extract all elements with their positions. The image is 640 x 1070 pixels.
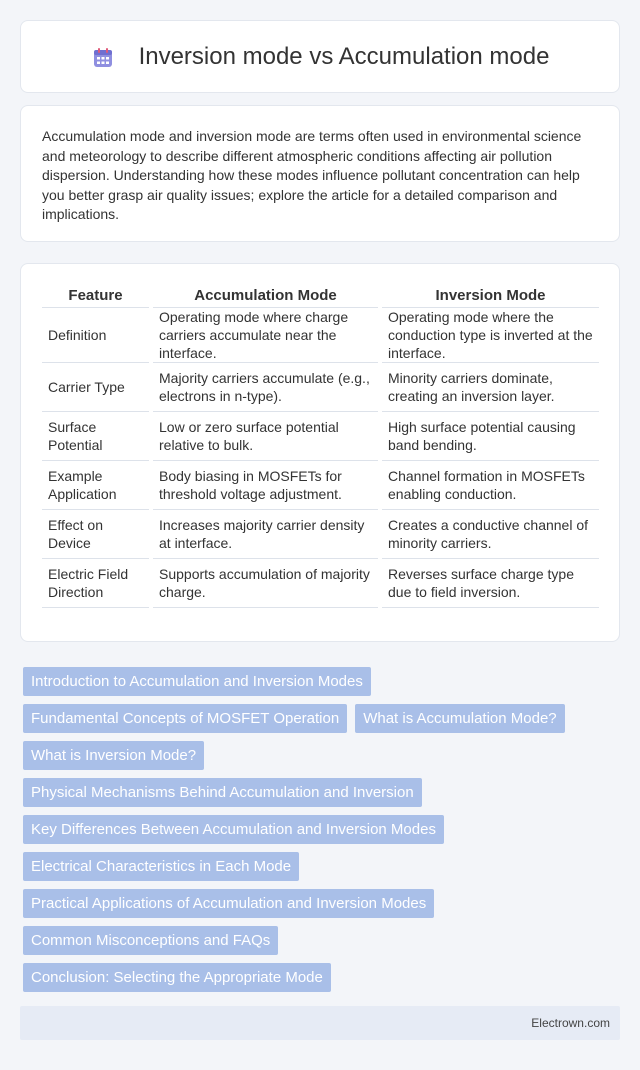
topic-tag[interactable]: Key Differences Between Accumulation and Inversion Modes — [23, 815, 444, 844]
row-inversion: Operating mode where the conduction type is inverted at the interface. — [380, 307, 599, 362]
table-header-row — [42, 286, 599, 307]
table-row — [42, 411, 599, 460]
topic-tag[interactable]: What is Inversion Mode? — [23, 741, 204, 770]
table-row — [42, 460, 599, 509]
topic-tag[interactable]: Fundamental Concepts of MOSFET Operation — [23, 704, 347, 733]
topic-tag[interactable]: Physical Mechanisms Behind Accumulation and Inversion — [23, 778, 422, 807]
header-inversion: Inversion Mode — [380, 286, 599, 307]
row-accumulation: Majority carriers accumulate (e.g., electrons in n-type). — [151, 362, 380, 411]
row-accumulation: Supports accumulation of majority charge. — [151, 558, 380, 607]
table-row — [42, 509, 599, 558]
row-inversion: Minority carriers dominate, creating an inversion layer. — [380, 362, 599, 411]
row-accumulation: Operating mode where charge carriers accumulate near the interface. — [151, 307, 380, 362]
row-inversion: Creates a conductive channel of minority carriers. — [380, 509, 599, 558]
table-row — [42, 362, 599, 411]
row-inversion: Channel formation in MOSFETs enabling conduction. — [380, 460, 599, 509]
row-accumulation: Low or zero surface potential relative to bulk. — [151, 411, 380, 460]
row-feature: Surface Potential — [42, 411, 151, 460]
row-feature: Carrier Type — [42, 362, 151, 411]
footer-site[interactable]: Electrown.com — [531, 1016, 610, 1030]
topic-tag[interactable]: Practical Applications of Accumulation and Inversion Modes — [23, 889, 434, 918]
row-feature: Example Application — [42, 460, 151, 509]
row-feature: Electric Field Direction — [42, 558, 151, 607]
header-accumulation: Accumulation Mode — [151, 286, 380, 307]
title-card — [20, 20, 620, 93]
table-row — [42, 558, 599, 607]
topic-tag[interactable]: Introduction to Accumulation and Inversion Modes — [23, 667, 371, 696]
row-accumulation: Body biasing in MOSFETs for threshold voltage adjustment. — [151, 460, 380, 509]
page-title: Inversion mode vs Accumulation mode — [138, 42, 550, 70]
row-inversion: High surface potential causing band bending. — [380, 411, 599, 460]
intro-paragraph: Accumulation mode and inversion mode are terms often used in environmental science and meteorology to describe different atmospheric conditions affecting air pollution dispersion. Understanding how these modes influence pollutant concentration can help you better grasp air quality issues; explore the article for a detailed comparison and implications. — [42, 128, 582, 222]
topic-tag[interactable]: What is Accumulation Mode? — [355, 704, 564, 733]
calendar-icon — [91, 46, 115, 70]
row-accumulation: Increases majority carrier density at interface. — [151, 509, 380, 558]
table-row — [42, 307, 599, 362]
row-inversion: Reverses surface charge type due to field inversion. — [380, 558, 599, 607]
topic-tag[interactable]: Conclusion: Selecting the Appropriate Mode — [23, 963, 331, 992]
footer — [20, 1006, 620, 1040]
topic-tag[interactable]: Electrical Characteristics in Each Mode — [23, 852, 299, 881]
intro-card — [20, 105, 620, 242]
topic-tags — [23, 667, 620, 1000]
row-feature: Definition — [42, 307, 151, 362]
comparison-card — [20, 263, 620, 642]
comparison-table — [42, 286, 599, 608]
row-feature: Effect on Device — [42, 509, 151, 558]
topic-tag[interactable]: Common Misconceptions and FAQs — [23, 926, 278, 955]
header-feature: Feature — [42, 286, 151, 307]
